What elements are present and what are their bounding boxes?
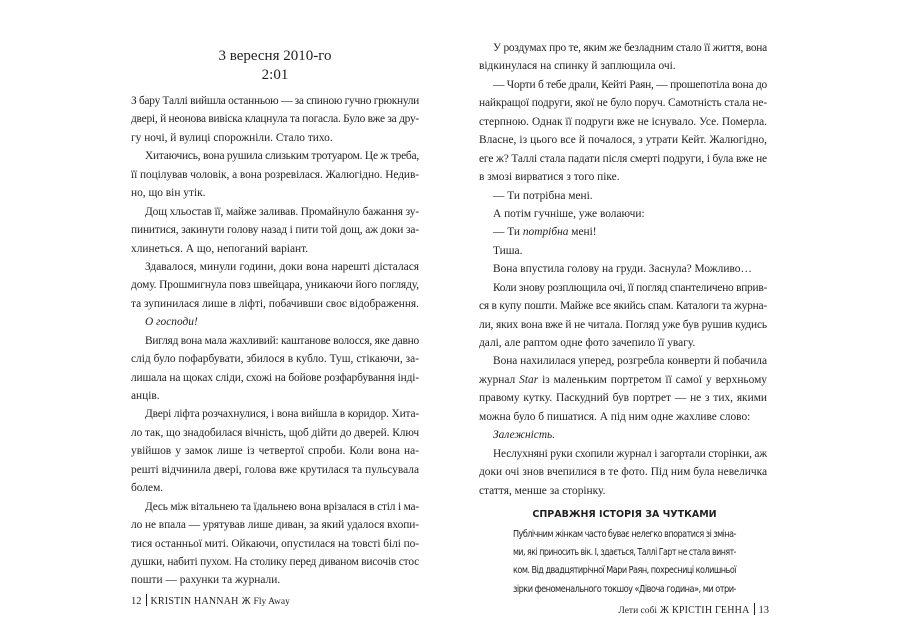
text-line <box>479 426 767 444</box>
paragraph <box>479 187 767 205</box>
text-line <box>479 279 767 297</box>
text-run: Вигляд вона мала жахливий: каштанове волосся, яке давно <box>145 334 419 347</box>
text-run: Десь між вітальнею та їдальнею вона врізалася в стіл і ма- <box>145 500 419 513</box>
text-line <box>479 168 767 186</box>
magazine-article-insert <box>513 508 736 599</box>
text-run: відкинулася на спинку й заплющила очі. <box>479 60 676 73</box>
text-run: увійшов у замок лише із четвертої спроби. Коли вона на- <box>131 445 419 458</box>
paragraph <box>131 258 419 313</box>
text-run: із маленьким портретом її самої у верхньому <box>538 373 767 386</box>
footer-divider <box>146 594 147 606</box>
footer-divider <box>754 603 755 615</box>
text-line <box>479 131 767 149</box>
text-run: тися останньої миті. Ойкаючи, опустилася на товсті білі по- <box>131 537 419 550</box>
text-line <box>131 203 419 221</box>
text-run: Хитаючись, вона рушила слизьким тротуаром. Це ж треба, <box>145 150 419 163</box>
text-run: можна було б пишатися. А під ним одне жахливе слово: <box>479 410 751 423</box>
article-headline: СПРАВЖНЯ ІСТОРІЯ ЗА ЧУТКАМИ <box>532 509 717 520</box>
right-running-footer <box>618 603 769 618</box>
text-line <box>479 57 767 75</box>
text-run: мені! <box>568 226 597 239</box>
text-run: Тиша. <box>493 244 523 257</box>
text-run: — Ти потрібна мені. <box>493 189 593 202</box>
text-run: У роздумах про те, яким же безладним стало її життя, вона <box>493 42 767 54</box>
footer-book-title: Лети собі <box>618 606 657 616</box>
paragraph <box>479 260 767 278</box>
text-run: в змозі вирватися з того піке. <box>479 171 620 184</box>
text-run: но, що він утік. <box>131 187 206 200</box>
text-line <box>131 332 419 350</box>
text-run: зірки феноменального токшоу «Дівоча година», ми отри- <box>513 583 736 595</box>
page-number: 13 <box>758 605 769 616</box>
text-line <box>131 424 419 442</box>
text-run: дому. Прошмигнула повз швейцара, уникаючи його погляду, <box>131 279 419 292</box>
text-run: правому кутку. Паскудний був портрет — не з тих, якими <box>479 392 767 405</box>
text-run: далі, але раптом одне фото зачепило її увагу. <box>479 337 696 349</box>
ornament-icon: Ж <box>241 596 251 607</box>
emphasis-text: потрібна <box>522 226 569 239</box>
text-line <box>131 221 419 239</box>
text-line <box>479 223 767 241</box>
text-line <box>479 482 767 500</box>
text-line <box>131 92 419 110</box>
chapter-heading <box>131 47 419 85</box>
paragraph <box>131 203 419 258</box>
article-headline-wrap <box>513 508 736 522</box>
footer-author: КРІСТІН ГЕННА <box>671 605 750 616</box>
text-line <box>479 297 767 315</box>
text-run: та зупинилася лише в ліфті, побачивши своє відображення. <box>131 297 419 310</box>
paragraph <box>479 39 767 76</box>
text-line <box>131 184 419 202</box>
paragraph <box>479 242 767 260</box>
text-line <box>131 461 419 479</box>
paragraph <box>131 332 419 406</box>
text-line <box>131 535 419 553</box>
article-line <box>513 526 736 544</box>
text-line <box>479 445 767 463</box>
text-line <box>479 205 767 223</box>
paragraph <box>479 445 767 500</box>
text-run: пошти — рахунки та журнали. <box>131 574 281 587</box>
text-line <box>479 76 767 94</box>
ornament-icon: Ж <box>659 605 669 616</box>
text-line <box>131 479 419 497</box>
text-line <box>479 94 767 112</box>
footer-book-title: Fly Away <box>253 597 290 607</box>
text-run: слід було пофарбувати, збилося в кубло. Туш, стікаючи, за- <box>131 353 419 366</box>
text-run: пинитися, закинути голову назад і пити той дощ, аж доки за- <box>131 224 419 237</box>
text-line <box>479 389 767 407</box>
text-line <box>131 313 419 331</box>
text-run: стаття, менше за сторінку. <box>479 484 606 497</box>
right-page <box>450 0 900 616</box>
text-run: гу ночі, й вулиці спорожніли. Стало тихо. <box>131 131 333 144</box>
right-body-text <box>479 39 767 500</box>
text-run: доки очі знов вчепилися в те фото. Під ним була невеличка <box>479 466 767 479</box>
footer-author: KRISTIN HANNAH <box>150 596 239 607</box>
text-line <box>479 39 767 57</box>
text-run: душки, набиті пухом. На столику перед диваном височів стос <box>131 555 419 568</box>
text-run: Вона впустила голову на груди. Заснула? Можливо… <box>493 263 752 276</box>
paragraph <box>479 279 767 353</box>
text-run: ло не впала — урятував лише диван, за який удалося вхопи- <box>131 519 419 532</box>
text-run-group <box>479 371 767 389</box>
text-line <box>131 240 419 258</box>
text-run: ся в купу пошти. Майже все якийсь спам. Каталоги та журна- <box>479 300 767 313</box>
left-page <box>0 0 450 607</box>
text-line <box>131 276 419 294</box>
text-line <box>131 147 419 165</box>
left-running-footer <box>131 594 290 609</box>
text-line <box>131 110 419 128</box>
text-line <box>479 352 767 370</box>
paragraph <box>131 313 419 331</box>
chapter-time: 2:01 <box>261 67 289 83</box>
text-run: З бару Таллі вийшла останньою — за спиною гучно грюкнули <box>131 95 419 107</box>
text-run: ком. Від двадцятирічної Мари Раян, похресниці колишньої <box>513 565 736 577</box>
text-line <box>131 516 419 534</box>
text-run-group <box>493 223 597 241</box>
text-run: Публічним жінкам часто буває нелегко впоратися зі зміна- <box>513 529 736 540</box>
article-line <box>513 544 736 562</box>
text-run: Двері ліфта розчахнулися, і вона вийшла в коридор. Хита- <box>145 408 419 421</box>
text-line <box>479 113 767 131</box>
article-line <box>513 581 736 599</box>
article-line <box>513 562 736 580</box>
paragraph <box>131 147 419 202</box>
text-run: Дощ хльостав її, майже заливав. Промайнуло бажання зу- <box>145 205 419 218</box>
text-run: — Ти <box>493 226 523 239</box>
text-line <box>131 350 419 368</box>
text-run: стерпною. Однак її подруги вже не існувало. Усе. Померла. <box>479 115 767 128</box>
text-run: Коли знову розплющила очі, її погляд спантеличено вприв- <box>493 281 767 294</box>
text-run: — Чорти б тебе драли, Кейті Раян, — прошепотіла вона до <box>493 78 767 91</box>
paragraph <box>479 352 767 426</box>
emphasis-text: О господи! <box>145 316 198 329</box>
text-run: найкращої подруги, якої не було поруч. Самотність стала не- <box>479 97 767 110</box>
paragraph <box>479 223 767 241</box>
text-line <box>131 571 419 589</box>
text-line <box>479 334 767 352</box>
text-run: двері, й неонова вивіска клацнула та погасла. Було вже за дру- <box>131 113 419 126</box>
text-line <box>131 442 419 460</box>
text-line <box>479 242 767 260</box>
text-line <box>131 166 419 184</box>
text-run: її поцілував чоловік, а вона розревілася. Жалюгідно. Недив- <box>131 168 419 181</box>
text-run: анців. <box>131 390 160 402</box>
text-run: журнал <box>479 373 520 386</box>
text-line <box>131 405 419 423</box>
left-body-text <box>131 92 419 590</box>
text-run: Вона нахилилася уперед, розгребла конверти й побачила <box>493 355 767 368</box>
paragraph <box>479 76 767 187</box>
text-run: ми, які приносить вік. І, здається, Таллі Гарт не стала винят- <box>513 547 736 559</box>
text-line <box>131 258 419 276</box>
paragraph <box>479 426 767 444</box>
text-line <box>131 295 419 313</box>
chapter-date: 3 вересня 2010-го <box>218 48 332 64</box>
text-line <box>131 553 419 571</box>
text-line <box>479 463 767 481</box>
paragraph <box>131 498 419 590</box>
text-line <box>479 408 767 426</box>
text-run: ли, яких вона вже й не читала. Погляд уже був рушив кудись <box>479 318 767 331</box>
text-line <box>479 150 767 168</box>
text-run: решті відчинила двері, голова вже крутилася та пульсувала <box>131 463 419 476</box>
text-line <box>131 129 419 147</box>
text-line <box>131 387 419 405</box>
text-run: ло так, що знадобилася вічність, щоб дійти до дверей. Ключ <box>131 426 419 439</box>
emphasis-text: Залежність. <box>493 429 556 442</box>
text-run: Здавалося, минули години, доки вона нарешті дісталася <box>145 260 419 273</box>
text-line <box>479 260 767 278</box>
text-run: лишала на щоках сліди, схожі на бойове розфарбування інді- <box>131 371 419 384</box>
text-line <box>479 371 767 389</box>
text-line <box>131 369 419 387</box>
text-line <box>479 316 767 334</box>
emphasis-text: Star <box>519 373 539 386</box>
text-run: Власне, із цього все й почалося, з утрати Кейт. Жалюгідно, <box>479 134 767 147</box>
text-run: А потім гучніше, уже волаючи: <box>493 207 645 220</box>
paragraph <box>131 405 419 497</box>
text-run: хлинеться. А що, непоганий варіант. <box>131 242 309 255</box>
text-run: еге ж? Таллі стала падати після смерті подруги, і була вже не <box>479 152 767 165</box>
text-line <box>479 187 767 205</box>
text-run: Неслухняні руки схопили журнал і загортали сторінки, аж <box>493 447 767 460</box>
text-line <box>131 498 419 516</box>
text-run: болем. <box>131 482 164 495</box>
page-number: 12 <box>131 596 142 607</box>
paragraph <box>131 92 419 147</box>
article-body <box>513 526 736 599</box>
paragraph <box>479 205 767 223</box>
